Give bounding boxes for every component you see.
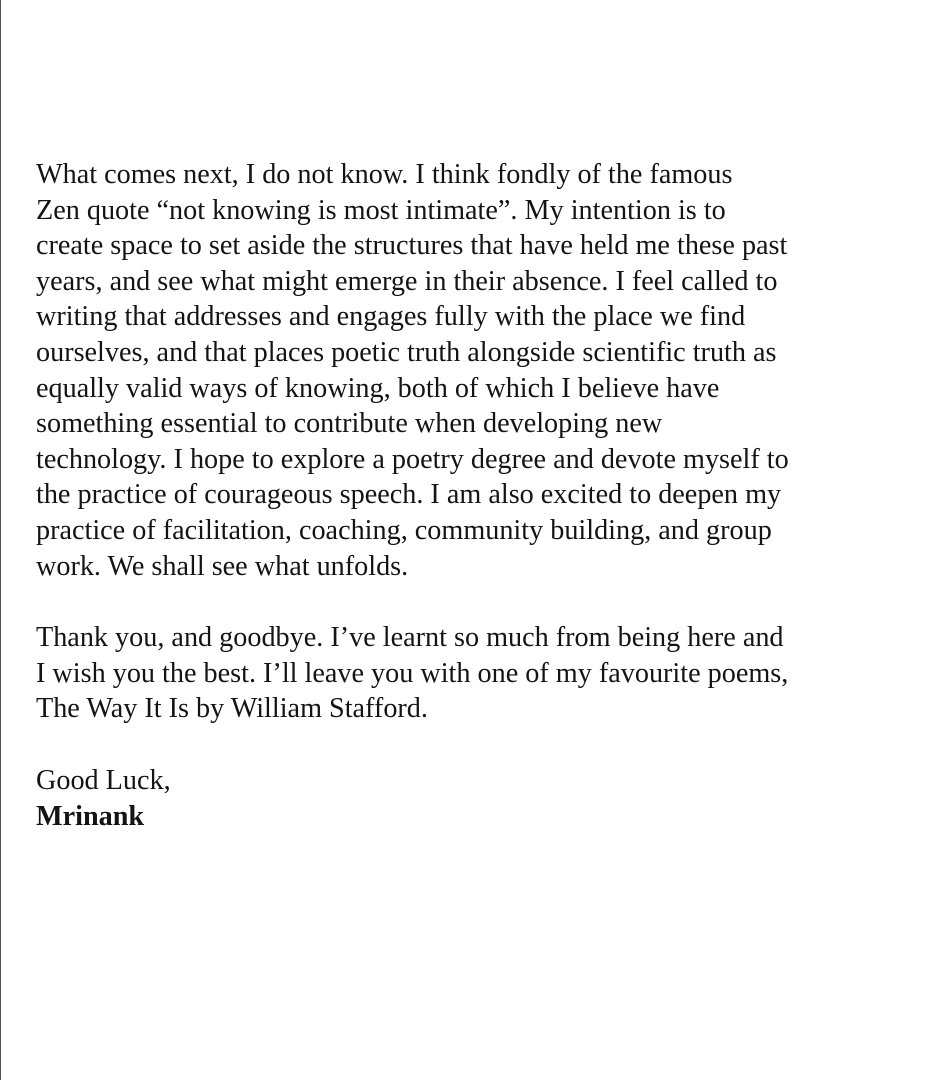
text-line: create space to set aside the structures that have held me these past [36,230,788,262]
text-line: technology. I hope to explore a poetry degree and devote myself to [36,443,789,475]
text-line: I wish you the best. I’ll leave you with one of my favourite poems, [36,657,789,689]
text-line: practice of facilitation, coaching, community building, and group [36,514,772,546]
text-line: Zen quote “not knowing is most intimate”. My intention is to [36,194,726,226]
paragraph-spacer [36,727,906,763]
text-line: years, and see what might emerge in their absence. I feel called to [36,265,778,297]
paragraph-spacer [36,584,906,620]
text-line: equally valid ways of knowing, both of which I believe have [36,372,720,404]
text-line: work. We shall see what unfolds. [36,550,409,582]
signature-name: Mrinank [36,800,145,832]
letter-page [36,157,906,834]
text-line: the practice of courageous speech. I am also excited to deepen my [36,479,782,511]
paragraph-goodbye [36,620,906,727]
sign-off [36,763,906,834]
paragraph-next-steps [36,157,906,584]
text-line: something essential to contribute when developing new [36,408,663,440]
text-line: writing that addresses and engages fully with the place we find [36,301,746,333]
text-line: The Way It Is by William Stafford. [36,693,428,725]
text-line: Thank you, and goodbye. I’ve learnt so much from being here and [36,622,784,654]
closing-line: Good Luck, [36,764,171,796]
text-line: What comes next, I do not know. I think fondly of the famous [36,159,733,190]
text-line: ourselves, and that places poetic truth alongside scientific truth as [36,336,777,368]
